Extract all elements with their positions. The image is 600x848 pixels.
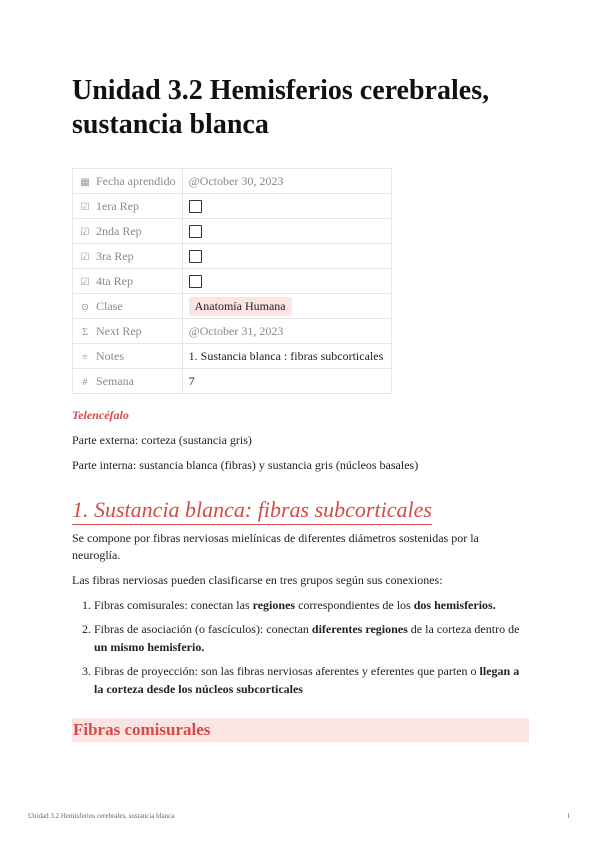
property-row [73,194,392,219]
property-label: ⊙ Clase [73,294,183,319]
property-label: ≡ Notes [73,344,183,369]
intro-paragraph: Se compone por fibras nerviosas mielínicas de diferentes diámetros sostenidas por la neuroglía. [72,531,479,562]
text-icon: ≡ [82,351,88,363]
property-value [182,269,391,294]
property-row [73,269,392,294]
checkbox-prop-icon: ☑ [80,201,90,213]
property-label: # Semana [73,369,183,394]
property-value: 1. Sustancia blanca : fibras subcorticales [182,344,391,369]
checkbox-prop-icon: ☑ [80,226,90,238]
property-label: ▦ Fecha aprendido [73,169,183,194]
property-value [182,194,391,219]
property-row [73,294,392,319]
property-value: @October 31, 2023 [182,319,391,344]
page-number: 1 [566,812,570,820]
property-value: @October 30, 2023 [182,169,391,194]
list-item: 3. Fibras de proyección: son las fibras nerviosas aferentes y eferentes que parten o llegan a la corteza desde los núcleos subcorticales [94,662,526,698]
property-value [182,244,391,269]
checkbox-prop-icon: ☑ [80,276,90,288]
rep-checkbox[interactable] [189,225,202,238]
formula-icon: Σ [82,326,88,338]
classify-paragraph: Las fibras nerviosas pueden clasificarse en tres grupos según sus conexiones: [72,573,443,587]
rep-checkbox[interactable] [189,250,202,263]
property-value [182,219,391,244]
page-footer: Unidad 3.2 Hemisferios cerebrales, sustancia blanca [28,812,175,820]
property-row [73,369,392,394]
rep-checkbox[interactable] [189,200,202,213]
property-label: Σ Next Rep [73,319,183,344]
telencefalo-label: Telencéfalo [72,408,129,422]
property-row [73,244,392,269]
select-icon: ⊙ [80,301,90,313]
property-label: ☑ 2nda Rep [73,219,183,244]
clase-tag[interactable]: Anatomía Humana [189,297,292,316]
property-label: ☑ 1era Rep [73,194,183,219]
list-item: 2. Fibras de asociación (o fascículos): conectan diferentes regiones de la corteza dentro de un mismo hemisferio. [94,620,526,656]
property-value: 7 [182,369,391,394]
parte-externa-text: Parte externa: corteza (sustancia gris) [72,433,252,447]
property-row [73,344,392,369]
property-label: ☑ 4ta Rep [73,269,183,294]
parte-interna-text: Parte interna: sustancia blanca (fibras) y sustancia gris (núcleos basales) [72,458,419,472]
section-heading: 1. Sustancia blanca: fibras subcorticales [72,497,432,525]
rep-checkbox[interactable] [189,275,202,288]
properties-table [72,168,392,394]
property-row [73,169,392,194]
fibers-list [72,596,526,704]
number-icon: # [82,376,88,388]
property-label: ☑ 3ra Rep [73,244,183,269]
calendar-icon: ▦ [80,176,90,188]
checkbox-prop-icon: ☑ [80,251,90,263]
property-row [73,319,392,344]
property-value [182,294,391,319]
subheading-fibras-comisurales: Fibras comisurales [72,718,529,742]
property-row [73,219,392,244]
list-item: 1. Fibras comisurales: conectan las regiones correspondientes de los dos hemisferios. [94,596,526,614]
page-title: Unidad 3.2 Hemisferios cerebrales, sustancia blanca [72,75,490,140]
